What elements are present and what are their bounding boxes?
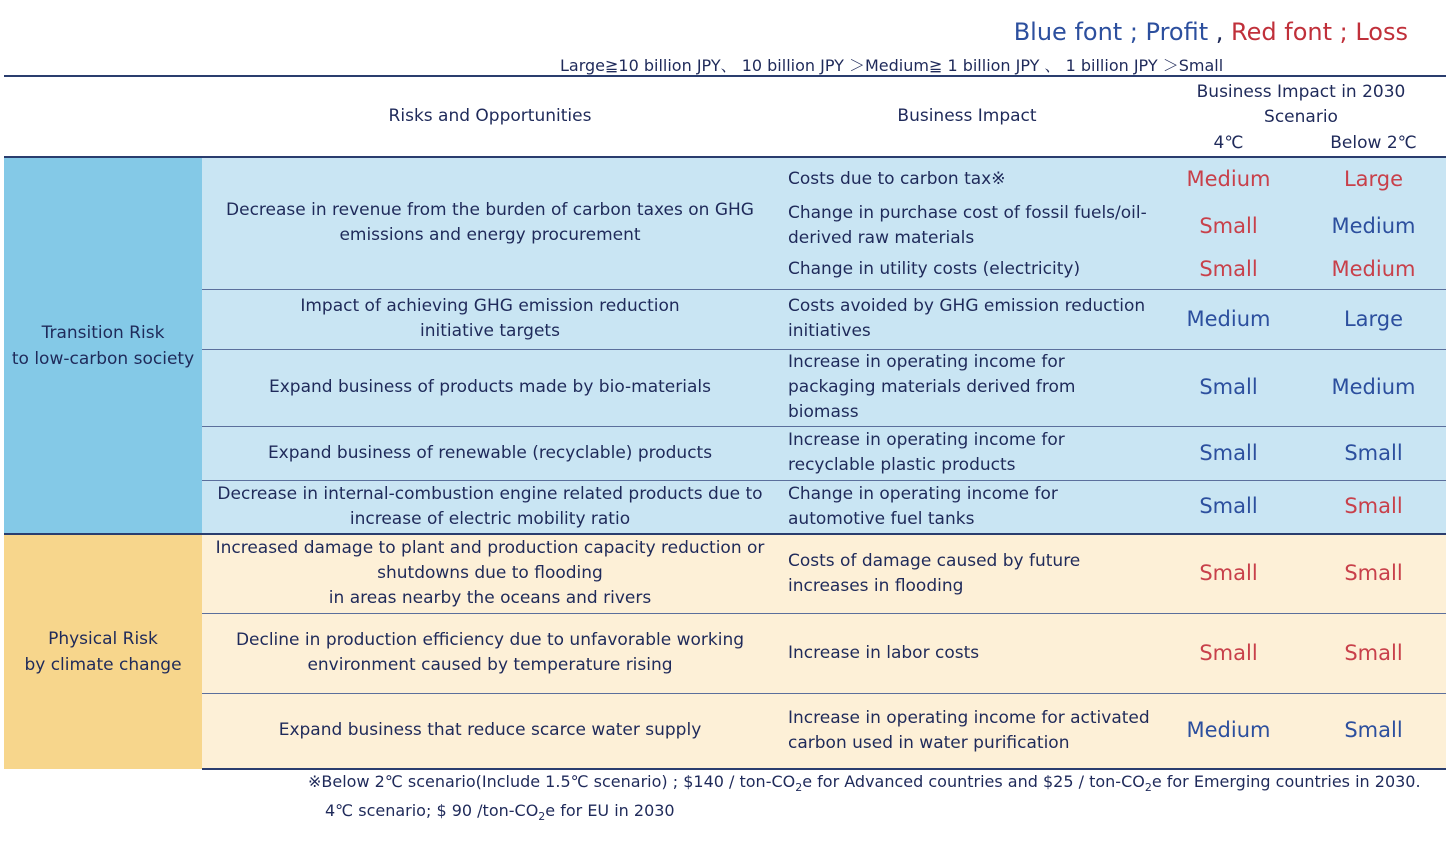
impact-below-2c: Medium xyxy=(1301,251,1446,289)
header-scenario xyxy=(1156,76,1446,131)
impact-4c: Medium xyxy=(1156,693,1301,769)
risk-description: Expand business of renewable (recyclable) products xyxy=(202,426,778,480)
risk-description: Decrease in internal-combustion engine related products due to increase of electric mobility ratio xyxy=(202,480,778,534)
footnote-l1-sub: 2 xyxy=(795,781,803,795)
risk-description: Decline in production efficiency due to unfavorable working environment caused by temperature rising xyxy=(202,613,778,693)
business-impact-line1: Costs of damage caused by future xyxy=(788,550,1081,571)
category-physical-line2: by climate change xyxy=(24,655,182,675)
table-row xyxy=(4,534,1446,613)
footnote-l1-b: e for Advanced countries and $25 / ton-CO xyxy=(802,772,1145,791)
scale-note: Large≧10 billion JPY、 10 billion JPY ＞Medium≧ 1 billion JPY 、 1 billion JPY ＞Small xyxy=(560,56,1224,75)
header-scenario-line2: Scenario xyxy=(1264,107,1338,127)
risk-description: Decrease in revenue from the burden of carbon taxes on GHG emissions and energy procurement xyxy=(202,157,778,289)
impact-below-2c: Small xyxy=(1301,613,1446,693)
impact-below-2c: Small xyxy=(1301,426,1446,480)
risk-table xyxy=(4,75,1446,770)
business-impact-line1: Change in operating income for xyxy=(788,483,1058,504)
impact-4c: Small xyxy=(1156,349,1301,426)
risk-description-line2: shutdowns due to flooding xyxy=(377,563,603,584)
impact-below-2c: Medium xyxy=(1301,349,1446,426)
footnote-l2-a: 4℃ scenario; $ 90 /ton-CO xyxy=(325,801,539,821)
legend-loss: Red font ; Loss xyxy=(1231,18,1408,46)
business-impact: Change in purchase cost of fossil fuels/oil-derived raw materials xyxy=(778,201,1156,251)
business-impact: Change in utility costs (electricity) xyxy=(778,251,1156,289)
footnote-l2-b: e for EU in 2030 xyxy=(545,801,675,821)
footnote xyxy=(308,770,1421,828)
transition-group xyxy=(4,157,1446,534)
footnote-line2 xyxy=(308,799,1421,828)
legend xyxy=(1014,18,1408,46)
impact-below-2c: Large xyxy=(1301,157,1446,201)
header-4c: 4℃ xyxy=(1156,131,1301,157)
table-row xyxy=(4,480,1446,534)
risk-description xyxy=(202,534,778,613)
footnote-l1-c: e for Emerging countries in 2030. xyxy=(1151,772,1421,791)
footnote-l2-sub: 2 xyxy=(538,810,546,824)
impact-below-2c: Small xyxy=(1301,693,1446,769)
risk-description-line1: Impact of achieving GHG emission reduction xyxy=(300,296,680,316)
business-impact-line2: automotive fuel tanks xyxy=(788,508,975,529)
category-transition-line1: Transition Risk xyxy=(41,322,165,343)
business-impact xyxy=(778,480,1156,534)
impact-4c: Small xyxy=(1156,534,1301,613)
business-impact-line2: increases in flooding xyxy=(788,575,964,596)
category-transition-line2: to low-carbon society xyxy=(11,348,195,369)
business-impact: Increase in operating income for packaging materials derived from biomass xyxy=(778,349,1156,426)
business-impact: Costs due to carbon tax※ xyxy=(778,157,1156,201)
header-below-2c: Below 2℃ xyxy=(1301,131,1446,157)
risk-description-line2: initiative targets xyxy=(420,321,560,341)
impact-4c: Small xyxy=(1156,426,1301,480)
legend-separator: , xyxy=(1208,18,1232,46)
impact-below-2c: Small xyxy=(1301,534,1446,613)
footnote-l1-a: ※Below 2℃ scenario(Include 1.5℃ scenario) ; $140 / ton-CO xyxy=(308,772,796,791)
impact-below-2c: Medium xyxy=(1301,201,1446,251)
impact-4c: Small xyxy=(1156,480,1301,534)
footnote-line1 xyxy=(308,770,1421,799)
risk-description: Expand business of products made by bio-materials xyxy=(202,349,778,426)
risk-description: Expand business that reduce scarce water supply xyxy=(202,693,778,769)
risk-description xyxy=(202,289,778,349)
business-impact: Increase in labor costs xyxy=(778,613,1156,693)
category-physical-line1: Physical Risk xyxy=(48,629,158,649)
risk-description-line1: Increased damage to plant and production capacity reduction or xyxy=(215,538,765,559)
table-row xyxy=(4,693,1446,769)
footnote-l1-sub2: 2 xyxy=(1144,781,1152,795)
header-scenario-line1: Business Impact in 2030 xyxy=(1196,82,1406,102)
table-row xyxy=(4,613,1446,693)
impact-4c: Medium xyxy=(1156,157,1301,201)
table-row xyxy=(4,157,1446,201)
legend-profit: Blue font ; Profit xyxy=(1013,18,1209,46)
business-impact: Increase in operating income for recyclable plastic products xyxy=(778,426,1156,480)
impact-4c: Small xyxy=(1156,201,1301,251)
table-row xyxy=(4,349,1446,426)
physical-group xyxy=(4,534,1446,769)
impact-4c: Medium xyxy=(1156,289,1301,349)
table-row xyxy=(4,426,1446,480)
business-impact: Increase in operating income for activated carbon used in water purification xyxy=(778,693,1156,769)
category-physical xyxy=(4,534,202,769)
header-category-blank xyxy=(4,76,202,157)
impact-below-2c: Small xyxy=(1301,480,1446,534)
header-risks: Risks and Opportunities xyxy=(202,76,778,157)
business-impact xyxy=(778,534,1156,613)
business-impact: Costs avoided by GHG emission reduction initiatives xyxy=(778,289,1156,349)
risk-description-line3: in areas nearby the oceans and rivers xyxy=(328,588,652,609)
category-transition xyxy=(4,157,202,534)
impact-4c: Small xyxy=(1156,613,1301,693)
header-impact: Business Impact xyxy=(778,76,1156,157)
table-row xyxy=(4,289,1446,349)
impact-4c: Small xyxy=(1156,251,1301,289)
impact-below-2c: Large xyxy=(1301,289,1446,349)
